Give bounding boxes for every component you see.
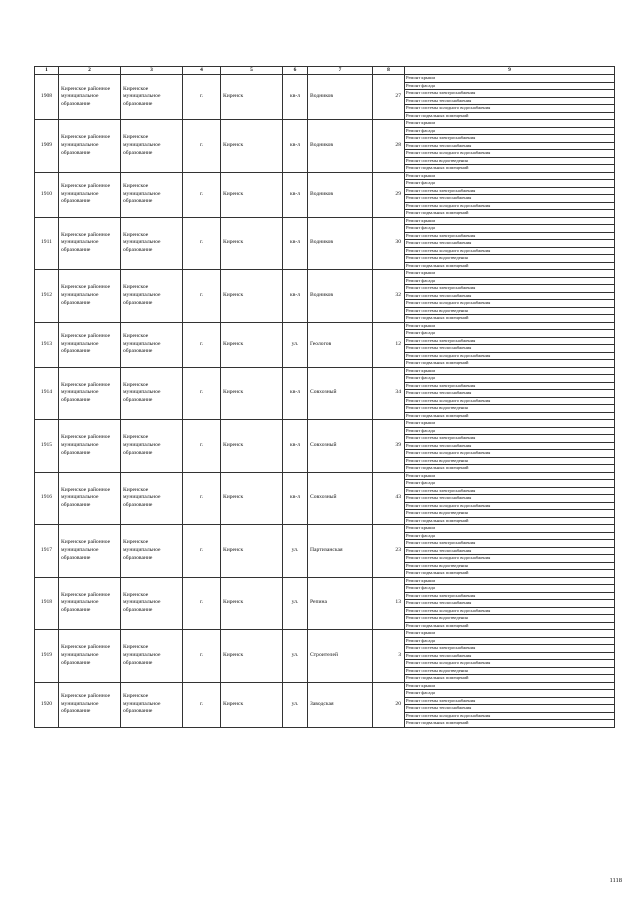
street-name: Водников <box>308 75 373 120</box>
locality-name: Киренск <box>221 217 283 270</box>
street-type: кв-л <box>283 367 308 420</box>
record-number: 1916 <box>35 472 59 525</box>
district-name: Киренское районное муниципальное образование <box>59 75 121 120</box>
work-item: Ремонт системы электроснабжения <box>405 337 615 345</box>
locality-type: г. <box>183 120 221 173</box>
table-row <box>35 682 615 690</box>
locality-type: г. <box>183 577 221 630</box>
work-item: Ремонт фасада <box>405 480 615 488</box>
work-item: Ремонт фасада <box>405 375 615 383</box>
repair-program-table <box>34 66 615 728</box>
street-name: Водников <box>308 270 373 323</box>
work-item: Ремонт системы электроснабжения <box>405 592 615 600</box>
work-item: Ремонт подвальных помещений <box>405 517 615 525</box>
locality-name: Киренск <box>221 630 283 683</box>
street-type: ул. <box>283 682 308 727</box>
work-item: Ремонт системы холодного водоснабжения <box>405 502 615 510</box>
work-item: Ремонт фасада <box>405 127 615 135</box>
work-item: Ремонт фасада <box>405 585 615 593</box>
locality-type: г. <box>183 322 221 367</box>
work-item: Ремонт системы теплоснабжения <box>405 292 615 300</box>
work-item: Ремонт крыши <box>405 270 615 278</box>
street-name: Водников <box>308 172 373 217</box>
work-item: Ремонт системы теплоснабжения <box>405 652 615 660</box>
work-item: Ремонт системы теплоснабжения <box>405 240 615 248</box>
work-item: Ремонт системы теплоснабжения <box>405 442 615 450</box>
table-row <box>35 270 615 278</box>
locality-type: г. <box>183 217 221 270</box>
table-row <box>35 172 615 180</box>
work-item: Ремонт системы водоотведения <box>405 667 615 675</box>
settlement-name: Киренское муниципальное образование <box>121 270 183 323</box>
record-number: 1914 <box>35 367 59 420</box>
work-item: Ремонт системы электроснабжения <box>405 435 615 443</box>
work-item: Ремонт подвальных помещений <box>405 315 615 323</box>
district-name: Киренское районное муниципальное образование <box>59 270 121 323</box>
settlement-name: Киренское муниципальное образование <box>121 682 183 727</box>
work-item: Ремонт фасада <box>405 690 615 698</box>
work-item: Ремонт системы теплоснабжения <box>405 547 615 555</box>
street-name: Совхозный <box>308 472 373 525</box>
locality-type: г. <box>183 630 221 683</box>
table-row <box>35 75 615 83</box>
street-type: ул. <box>283 630 308 683</box>
work-item: Ремонт системы водоотведения <box>405 615 615 623</box>
district-name: Киренское районное муниципальное образование <box>59 120 121 173</box>
locality-type: г. <box>183 367 221 420</box>
locality-name: Киренск <box>221 75 283 120</box>
locality-type: г. <box>183 682 221 727</box>
work-item: Ремонт системы электроснабжения <box>405 697 615 705</box>
column-header: 6 <box>283 67 308 75</box>
work-item: Ремонт системы водоотведения <box>405 562 615 570</box>
locality-name: Киренск <box>221 322 283 367</box>
work-item: Ремонт крыши <box>405 420 615 428</box>
work-item: Ремонт фасада <box>405 532 615 540</box>
street-type: кв-л <box>283 217 308 270</box>
work-item: Ремонт подвальных помещений <box>405 165 615 173</box>
column-header: 2 <box>59 67 121 75</box>
work-item: Ремонт системы холодного водоснабжения <box>405 105 615 113</box>
work-item: Ремонт подвальных помещений <box>405 675 615 683</box>
settlement-name: Киренское муниципальное образование <box>121 75 183 120</box>
work-item: Ремонт системы холодного водоснабжения <box>405 352 615 360</box>
locality-name: Киренск <box>221 367 283 420</box>
work-item: Ремонт системы теплоснабжения <box>405 142 615 150</box>
work-item: Ремонт системы холодного водоснабжения <box>405 450 615 458</box>
column-header: 9 <box>405 67 615 75</box>
settlement-name: Киренское муниципальное образование <box>121 420 183 473</box>
record-number: 1911 <box>35 217 59 270</box>
district-name: Киренское районное муниципальное образование <box>59 630 121 683</box>
work-item: Ремонт системы холодного водоснабжения <box>405 202 615 210</box>
street-name: Водников <box>308 120 373 173</box>
locality-name: Киренск <box>221 577 283 630</box>
house-number: 3 <box>373 630 405 683</box>
work-item: Ремонт подвальных помещений <box>405 262 615 270</box>
work-item: Ремонт крыши <box>405 120 615 128</box>
record-number: 1915 <box>35 420 59 473</box>
record-number: 1917 <box>35 525 59 578</box>
work-item: Ремонт подвальных помещений <box>405 570 615 578</box>
work-item: Ремонт системы электроснабжения <box>405 187 615 195</box>
locality-name: Киренск <box>221 525 283 578</box>
locality-name: Киренск <box>221 682 283 727</box>
work-item: Ремонт подвальных помещений <box>405 412 615 420</box>
record-number: 1909 <box>35 120 59 173</box>
street-type: ул. <box>283 525 308 578</box>
table-row <box>35 577 615 585</box>
settlement-name: Киренское муниципальное образование <box>121 472 183 525</box>
record-number: 1918 <box>35 577 59 630</box>
work-item: Ремонт фасада <box>405 427 615 435</box>
district-name: Киренское районное муниципальное образование <box>59 322 121 367</box>
work-item: Ремонт системы холодного водоснабжения <box>405 607 615 615</box>
work-item: Ремонт крыши <box>405 630 615 638</box>
house-number: 20 <box>373 682 405 727</box>
locality-name: Киренск <box>221 420 283 473</box>
record-number: 1920 <box>35 682 59 727</box>
work-item: Ремонт фасада <box>405 637 615 645</box>
table-row <box>35 420 615 428</box>
work-item: Ремонт системы электроснабжения <box>405 645 615 653</box>
locality-name: Киренск <box>221 472 283 525</box>
street-type: ул. <box>283 322 308 367</box>
work-item: Ремонт крыши <box>405 682 615 690</box>
work-item: Ремонт фасада <box>405 330 615 338</box>
locality-type: г. <box>183 525 221 578</box>
work-item: Ремонт крыши <box>405 367 615 375</box>
street-name: Водников <box>308 217 373 270</box>
page-number: 1118 <box>609 877 622 884</box>
work-item: Ремонт системы теплоснабжения <box>405 705 615 713</box>
work-item: Ремонт системы холодного водоснабжения <box>405 555 615 563</box>
column-header: 5 <box>221 67 283 75</box>
settlement-name: Киренское муниципальное образование <box>121 630 183 683</box>
header-row <box>35 67 615 75</box>
district-name: Киренское районное муниципальное образование <box>59 472 121 525</box>
street-type: кв-л <box>283 120 308 173</box>
table-row <box>35 367 615 375</box>
work-item: Ремонт системы теплоснабжения <box>405 390 615 398</box>
work-item: Ремонт крыши <box>405 217 615 225</box>
record-number: 1919 <box>35 630 59 683</box>
work-item: Ремонт системы холодного водоснабжения <box>405 247 615 255</box>
street-type: кв-л <box>283 420 308 473</box>
work-item: Ремонт фасада <box>405 180 615 188</box>
work-item: Ремонт подвальных помещений <box>405 210 615 218</box>
house-number: 23 <box>373 525 405 578</box>
settlement-name: Киренское муниципальное образование <box>121 577 183 630</box>
work-item: Ремонт системы водоотведения <box>405 405 615 413</box>
work-item: Ремонт системы электроснабжения <box>405 285 615 293</box>
work-item: Ремонт крыши <box>405 322 615 330</box>
street-name: Геологов <box>308 322 373 367</box>
street-name: Репина <box>308 577 373 630</box>
settlement-name: Киренское муниципальное образование <box>121 217 183 270</box>
column-header: 1 <box>35 67 59 75</box>
work-item: Ремонт подвальных помещений <box>405 622 615 630</box>
table-row <box>35 472 615 480</box>
street-name: Совхозный <box>308 367 373 420</box>
street-name: Совхозный <box>308 420 373 473</box>
work-item: Ремонт системы холодного водоснабжения <box>405 300 615 308</box>
work-item: Ремонт системы холодного водоснабжения <box>405 712 615 720</box>
district-name: Киренское районное муниципальное образование <box>59 217 121 270</box>
district-name: Киренское районное муниципальное образование <box>59 682 121 727</box>
house-number: 32 <box>373 270 405 323</box>
work-item: Ремонт подвальных помещений <box>405 720 615 728</box>
work-item: Ремонт системы электроснабжения <box>405 90 615 98</box>
house-number: 43 <box>373 472 405 525</box>
table-body <box>35 75 615 728</box>
record-number: 1910 <box>35 172 59 217</box>
work-item: Ремонт фасада <box>405 82 615 90</box>
work-item: Ремонт системы водоотведения <box>405 457 615 465</box>
house-number: 29 <box>373 172 405 217</box>
table-row <box>35 217 615 225</box>
work-item: Ремонт системы водоотведения <box>405 157 615 165</box>
locality-type: г. <box>183 172 221 217</box>
work-item: Ремонт системы водоотведения <box>405 307 615 315</box>
work-item: Ремонт системы электроснабжения <box>405 382 615 390</box>
street-type: ул. <box>283 577 308 630</box>
street-type: кв-л <box>283 270 308 323</box>
work-item: Ремонт фасада <box>405 277 615 285</box>
locality-type: г. <box>183 472 221 525</box>
work-item: Ремонт крыши <box>405 577 615 585</box>
work-item: Ремонт фасада <box>405 225 615 233</box>
settlement-name: Киренское муниципальное образование <box>121 172 183 217</box>
street-type: кв-л <box>283 472 308 525</box>
settlement-name: Киренское муниципальное образование <box>121 367 183 420</box>
street-name: Заводская <box>308 682 373 727</box>
record-number: 1912 <box>35 270 59 323</box>
work-item: Ремонт подвальных помещений <box>405 360 615 368</box>
settlement-name: Киренское муниципальное образование <box>121 120 183 173</box>
locality-name: Киренск <box>221 120 283 173</box>
district-name: Киренское районное муниципальное образование <box>59 367 121 420</box>
work-item: Ремонт крыши <box>405 472 615 480</box>
table-row <box>35 630 615 638</box>
street-type: кв-л <box>283 75 308 120</box>
work-item: Ремонт системы электроснабжения <box>405 135 615 143</box>
settlement-name: Киренское муниципальное образование <box>121 525 183 578</box>
work-item: Ремонт подвальных помещений <box>405 465 615 473</box>
record-number: 1908 <box>35 75 59 120</box>
work-item: Ремонт системы водоотведения <box>405 255 615 263</box>
settlement-name: Киренское муниципальное образование <box>121 322 183 367</box>
locality-name: Киренск <box>221 172 283 217</box>
record-number: 1913 <box>35 322 59 367</box>
work-item: Ремонт системы электроснабжения <box>405 540 615 548</box>
house-number: 30 <box>373 217 405 270</box>
street-name: Партизанская <box>308 525 373 578</box>
district-name: Киренское районное муниципальное образование <box>59 172 121 217</box>
column-header: 4 <box>183 67 221 75</box>
table-row <box>35 120 615 128</box>
district-name: Киренское районное муниципальное образование <box>59 525 121 578</box>
column-header: 8 <box>373 67 405 75</box>
work-item: Ремонт подвальных помещений <box>405 112 615 120</box>
locality-type: г. <box>183 420 221 473</box>
locality-type: г. <box>183 270 221 323</box>
house-number: 13 <box>373 577 405 630</box>
work-item: Ремонт системы теплоснабжения <box>405 345 615 353</box>
locality-name: Киренск <box>221 270 283 323</box>
work-item: Ремонт системы холодного водоснабжения <box>405 150 615 158</box>
house-number: 39 <box>373 420 405 473</box>
work-item: Ремонт системы электроснабжения <box>405 487 615 495</box>
house-number: 12 <box>373 322 405 367</box>
house-number: 34 <box>373 367 405 420</box>
district-name: Киренское районное муниципальное образование <box>59 577 121 630</box>
column-header: 7 <box>308 67 373 75</box>
work-item: Ремонт системы водоотведения <box>405 510 615 518</box>
district-name: Киренское районное муниципальное образование <box>59 420 121 473</box>
table-row <box>35 525 615 533</box>
work-item: Ремонт системы теплоснабжения <box>405 195 615 203</box>
work-item: Ремонт системы теплоснабжения <box>405 600 615 608</box>
table-row <box>35 322 615 330</box>
work-item: Ремонт системы холодного водоснабжения <box>405 660 615 668</box>
house-number: 28 <box>373 120 405 173</box>
work-item: Ремонт крыши <box>405 525 615 533</box>
street-name: Строителей <box>308 630 373 683</box>
work-item: Ремонт системы электроснабжения <box>405 232 615 240</box>
work-item: Ремонт крыши <box>405 172 615 180</box>
work-item: Ремонт системы теплоснабжения <box>405 97 615 105</box>
house-number: 27 <box>373 75 405 120</box>
work-item: Ремонт системы теплоснабжения <box>405 495 615 503</box>
locality-type: г. <box>183 75 221 120</box>
work-item: Ремонт системы холодного водоснабжения <box>405 397 615 405</box>
street-type: кв-л <box>283 172 308 217</box>
work-item: Ремонт крыши <box>405 75 615 83</box>
column-header: 3 <box>121 67 183 75</box>
